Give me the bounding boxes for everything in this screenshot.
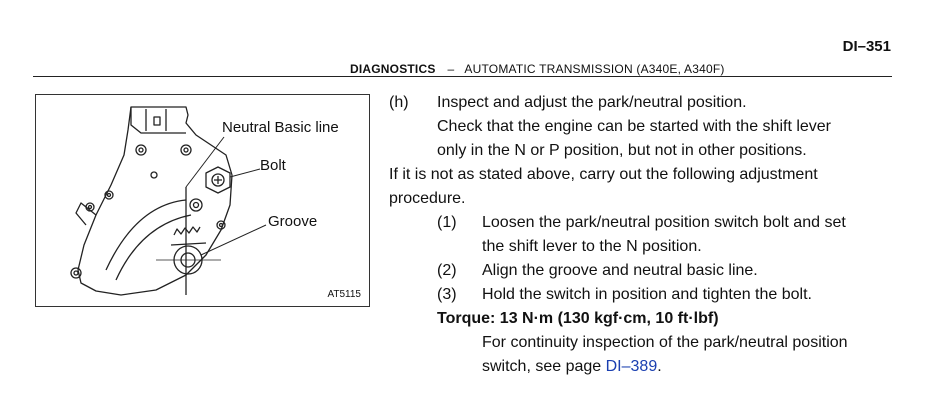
header-separator: –: [447, 62, 455, 76]
label-bolt: Bolt: [260, 157, 286, 174]
figure-code: AT5115: [327, 289, 361, 300]
step-h-line2: Check that the engine can be started with the shift lever: [437, 118, 832, 135]
substep-2-line1: Align the groove and neutral basic line.: [482, 262, 758, 279]
header-section: DIAGNOSTICS: [350, 62, 436, 76]
continuity-line1: For continuity inspection of the park/neutral position: [482, 334, 848, 351]
label-neutral-basic-line: Neutral Basic line: [222, 119, 339, 136]
running-header: [350, 62, 725, 76]
step-h-label: (h): [389, 94, 409, 111]
page-number: DI–351: [842, 38, 891, 55]
step-h-line1: Inspect and adjust the park/neutral position.: [437, 94, 747, 111]
step-h-line3: only in the N or P position, but not in other positions.: [437, 142, 807, 159]
label-groove: Groove: [268, 213, 318, 230]
continuity-prefix: switch, see page: [482, 358, 606, 375]
substep-1-label: (1): [437, 214, 457, 231]
substep-1-line2: the shift lever to the N position.: [482, 238, 702, 255]
continuity-suffix: .: [657, 358, 662, 375]
substep-3-line1: Hold the switch in position and tighten the bolt.: [482, 286, 812, 303]
switch-illustration: [35, 94, 370, 307]
substep-3-label: (3): [437, 286, 457, 303]
substep-2-label: (2): [437, 262, 457, 279]
substep-1-line1: Loosen the park/neutral position switch bolt and set: [482, 214, 846, 231]
para-line2: procedure.: [389, 190, 466, 207]
header-rule: [33, 76, 892, 77]
page-link-di-389[interactable]: DI–389: [605, 358, 658, 375]
para-line1: If it is not as stated above, carry out the following adjustment: [389, 166, 818, 183]
continuity-line2: [482, 355, 662, 379]
header-title: AUTOMATIC TRANSMISSION (A340E, A340F): [464, 62, 725, 76]
torque-spec: Torque: 13 N·m (130 kgf·cm, 10 ft·lbf): [437, 310, 719, 327]
